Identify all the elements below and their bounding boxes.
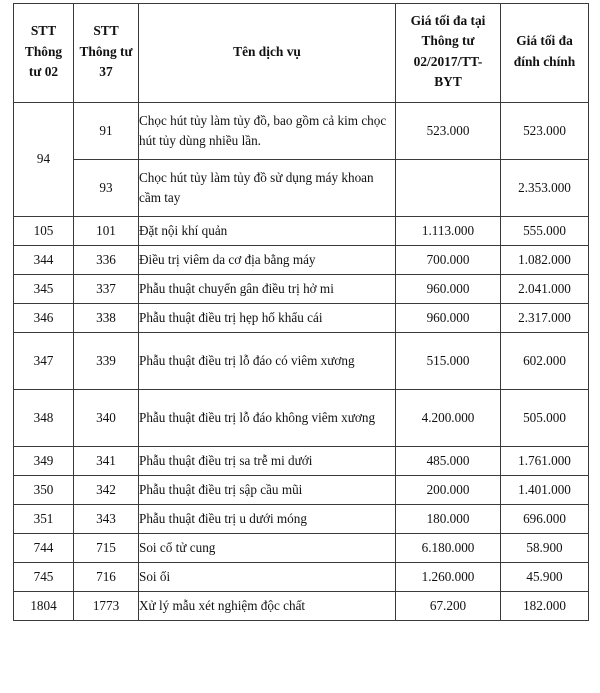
table-row (14, 446, 589, 475)
cell-max-price-corrected: 45.900 (501, 562, 589, 591)
cell-max-price-tt02: 6.180.000 (396, 533, 501, 562)
cell-max-price-tt02: 1.260.000 (396, 562, 501, 591)
cell-stt-tt37: 337 (74, 274, 139, 303)
table-row (14, 332, 589, 389)
cell-max-price-tt02: 180.000 (396, 504, 501, 533)
cell-max-price-tt02: 523.000 (396, 102, 501, 159)
cell-stt-tt02: 745 (14, 562, 74, 591)
table-row (14, 245, 589, 274)
cell-max-price-tt02: 200.000 (396, 475, 501, 504)
cell-stt-tt37: 1773 (74, 591, 139, 620)
column-header-stt-tt02: STT Thông tư 02 (14, 4, 74, 103)
cell-stt-tt02: 345 (14, 274, 74, 303)
cell-max-price-tt02: 4.200.000 (396, 389, 501, 446)
cell-stt-tt37: 340 (74, 389, 139, 446)
cell-stt-tt02: 346 (14, 303, 74, 332)
cell-stt-tt02: 348 (14, 389, 74, 446)
price-correction-table (13, 3, 589, 621)
cell-stt-tt37: 715 (74, 533, 139, 562)
cell-stt-tt02: 344 (14, 245, 74, 274)
cell-max-price-corrected: 505.000 (501, 389, 589, 446)
table-row (14, 533, 589, 562)
cell-max-price-tt02: 67.200 (396, 591, 501, 620)
cell-max-price-tt02: 1.113.000 (396, 216, 501, 245)
cell-max-price-tt02: 960.000 (396, 274, 501, 303)
cell-service-name: Chọc hút tủy làm tủy đồ sử dụng máy khoan cầm tay (139, 159, 396, 216)
column-header-max-price-corrected: Giá tối đa đính chính (501, 4, 589, 103)
cell-stt-tt37: 343 (74, 504, 139, 533)
cell-stt-tt02: 350 (14, 475, 74, 504)
cell-service-name: Phẫu thuật điều trị sa trễ mi dưới (139, 446, 396, 475)
table-row (14, 159, 589, 216)
table-body (14, 102, 589, 620)
cell-service-name: Đặt nội khí quản (139, 216, 396, 245)
cell-max-price-tt02 (396, 159, 501, 216)
cell-max-price-corrected: 602.000 (501, 332, 589, 389)
cell-stt-tt37: 338 (74, 303, 139, 332)
cell-max-price-corrected: 182.000 (501, 591, 589, 620)
table-row (14, 102, 589, 159)
cell-max-price-tt02: 515.000 (396, 332, 501, 389)
cell-stt-tt02: 94 (14, 102, 74, 216)
cell-stt-tt02: 351 (14, 504, 74, 533)
cell-stt-tt37: 101 (74, 216, 139, 245)
table-row (14, 475, 589, 504)
table-row (14, 303, 589, 332)
table-row (14, 591, 589, 620)
cell-max-price-corrected: 58.900 (501, 533, 589, 562)
cell-max-price-corrected: 696.000 (501, 504, 589, 533)
table-row (14, 216, 589, 245)
cell-service-name: Soi ối (139, 562, 396, 591)
table-header (14, 4, 589, 103)
column-header-service-name: Tên dịch vụ (139, 4, 396, 103)
table-row (14, 389, 589, 446)
cell-service-name: Phẫu thuật điều trị lỗ đáo có viêm xương (139, 332, 396, 389)
cell-max-price-tt02: 485.000 (396, 446, 501, 475)
table-row (14, 274, 589, 303)
cell-service-name: Chọc hút tủy làm tủy đồ, bao gồm cả kim chọc hút tủy dùng nhiều lần. (139, 102, 396, 159)
cell-max-price-corrected: 1.082.000 (501, 245, 589, 274)
cell-service-name: Điều trị viêm da cơ địa bằng máy (139, 245, 396, 274)
cell-stt-tt37: 716 (74, 562, 139, 591)
cell-service-name: Phẫu thuật điều trị hẹp hố khẩu cái (139, 303, 396, 332)
table-row (14, 504, 589, 533)
cell-max-price-corrected: 2.353.000 (501, 159, 589, 216)
cell-service-name: Phẫu thuật điều trị u dưới móng (139, 504, 396, 533)
cell-stt-tt37: 93 (74, 159, 139, 216)
cell-service-name: Phẫu thuật điều trị sập cầu mũi (139, 475, 396, 504)
cell-stt-tt37: 336 (74, 245, 139, 274)
cell-max-price-corrected: 523.000 (501, 102, 589, 159)
cell-max-price-corrected: 2.317.000 (501, 303, 589, 332)
cell-max-price-tt02: 960.000 (396, 303, 501, 332)
cell-max-price-corrected: 1.401.000 (501, 475, 589, 504)
cell-service-name: Soi cổ tử cung (139, 533, 396, 562)
cell-max-price-corrected: 2.041.000 (501, 274, 589, 303)
cell-service-name: Xử lý mẫu xét nghiệm độc chất (139, 591, 396, 620)
cell-stt-tt37: 339 (74, 332, 139, 389)
table-header-row (14, 4, 589, 103)
cell-stt-tt37: 341 (74, 446, 139, 475)
column-header-max-price-tt02: Giá tối đa tại Thông tư 02/2017/TT-BYT (396, 4, 501, 103)
table-row (14, 562, 589, 591)
column-header-stt-tt37: STT Thông tư 37 (74, 4, 139, 103)
cell-stt-tt02: 744 (14, 533, 74, 562)
cell-stt-tt37: 342 (74, 475, 139, 504)
cell-stt-tt02: 349 (14, 446, 74, 475)
cell-service-name: Phẫu thuật điều trị lỗ đáo không viêm xương (139, 389, 396, 446)
cell-stt-tt02: 347 (14, 332, 74, 389)
cell-stt-tt02: 105 (14, 216, 74, 245)
cell-max-price-corrected: 555.000 (501, 216, 589, 245)
cell-max-price-tt02: 700.000 (396, 245, 501, 274)
cell-stt-tt02: 1804 (14, 591, 74, 620)
cell-max-price-corrected: 1.761.000 (501, 446, 589, 475)
cell-stt-tt37: 91 (74, 102, 139, 159)
cell-service-name: Phẫu thuật chuyển gân điều trị hở mi (139, 274, 396, 303)
